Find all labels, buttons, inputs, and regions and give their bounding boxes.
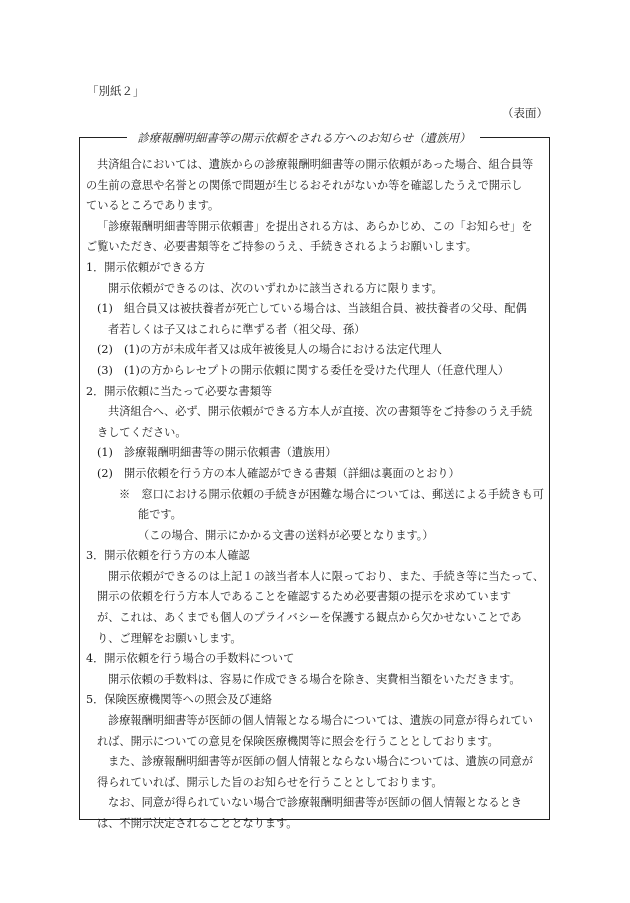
body-line: ご覧いただき、必要書類等をご持参のうえ、手続きされるようお願いします。 — [86, 240, 477, 254]
body-line: 「診療報酬明細書等開示依頼書」を提出される方は、あらかじめ、この「お知らせ」を — [97, 219, 533, 233]
list-item: (1) 組合員又は被扶養者が死亡している場合は、当該組合員、被扶養者の父母、配偶 — [97, 302, 527, 316]
body-line: 開示依頼ができるのは、次のいずれかに該当される方に限ります。 — [108, 281, 443, 295]
list-item: (3) (1)の方からレセプトの開示依頼に関する委任を受けた代理人（任意代理人） — [97, 363, 510, 377]
body-line: が、これは、あくまでも個人のプライバシーを保護する観点から欠かせないことであ — [97, 611, 522, 625]
body-line: なお、同意が得られていない場合で診療報酬明細書等が医師の個人情報となるとき — [108, 796, 522, 810]
body-line: 開示の依頼を行う方本人であることを確認するため必要書類の提示を求めています — [97, 590, 511, 604]
note-line: 能です。 — [138, 508, 182, 522]
frame-top-right-line — [480, 137, 550, 138]
section-heading: 2．開示依頼に当たって必要な書類等 — [86, 384, 273, 398]
body-line: きしてください。 — [97, 425, 187, 439]
note-line: ※ 窓口における開示依頼の手続きが困難な場合については、郵送による手続きも可 — [119, 487, 544, 501]
note-line: （この場合、開示にかかる文書の送料が必要となります。） — [138, 528, 434, 542]
body-line: り、ご理解をお願いします。 — [97, 631, 242, 645]
attachment-label: 「別紙２」 — [87, 84, 145, 98]
list-item: (2) 開示依頼を行う方の本人確認ができる書類（詳細は裏面のとおり） — [97, 466, 460, 480]
frame-top-left-line — [79, 137, 127, 138]
notice-body — [86, 155, 548, 835]
body-line: は、不開示決定されることとなります。 — [97, 817, 298, 830]
section-heading: 4．開示依頼を行う場合の手数料について — [86, 652, 295, 666]
list-item: (2) (1)の方が未成年者又は成年被後見人の場合における法定代理人 — [97, 343, 442, 357]
body-line: 開示依頼の手数料は、容易に作成できる場合を除き、実費相当額をいただきます。 — [108, 672, 521, 686]
body-line: 診療報酬明細書等が医師の個人情報となる場合については、遺族の同意が得られてい — [108, 714, 533, 728]
notice-title: 診療報酬明細書等の開示依頼をされる方へのお知らせ（遺族用） — [137, 131, 471, 145]
body-line: の生前の意思や名誉との関係で問題が生じるおそれがないか等を確認したうえで開示し — [86, 178, 523, 192]
body-line: 得られていれば、開示した旨のお知らせを行うこととしております。 — [97, 775, 443, 789]
body-line: 開示依頼ができるのは上記１の該当者本人に限っており、また、手続き等に当たって、 — [108, 569, 545, 583]
section-heading: 3．開示依頼を行う方の本人確認 — [86, 549, 250, 563]
body-line: れば、開示についての意見を保険医療機関等に照会を行うこととしております。 — [97, 734, 499, 748]
body-line: また、診療報酬明細書等が医師の個人情報とならない場合については、遺族の同意が — [108, 755, 533, 769]
body-line: 共済組合においては、遺族からの診療報酬明細書等の開示依頼があった場合、組合員等 — [97, 158, 534, 171]
section-heading: 1．開示依頼ができる方 — [86, 260, 205, 274]
body-line: 者若しくは子又はこれらに準ずる者（祖父母、孫） — [108, 322, 366, 336]
side-label: （表面） — [502, 106, 548, 120]
section-heading: 5．保険医療機関等への照会及び連絡 — [86, 693, 273, 707]
body-line: ているところであります。 — [86, 199, 220, 213]
body-line: 共済組合へ、必ず、開示依頼ができる方本人が直接、次の書類等をご持参のうえ手続 — [108, 405, 533, 419]
list-item: (1) 診療報酬明細書等の開示依頼書（遺族用） — [97, 446, 337, 460]
